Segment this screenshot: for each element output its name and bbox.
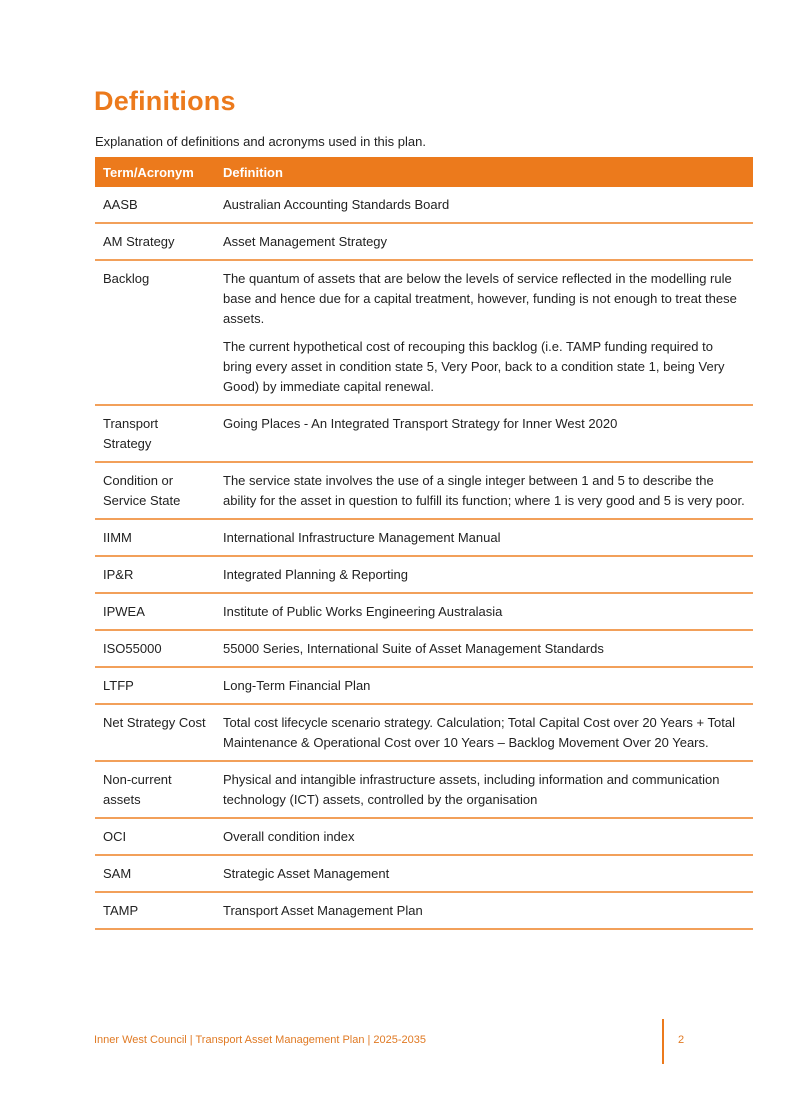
page-title: Definitions: [94, 86, 236, 116]
definition-paragraph: The quantum of assets that are below the levels of service reflected in the modelling rule base and hence due for a capital treatment, however, funding is not enough to treat these assets.: [223, 271, 737, 326]
term-cell: TAMP: [95, 892, 215, 929]
term-cell: LTFP: [95, 667, 215, 704]
table-row: [95, 761, 753, 818]
table-row: [95, 260, 753, 405]
header-row: [95, 157, 753, 187]
term-cell: AASB: [95, 187, 215, 223]
definition-cell: [215, 462, 753, 519]
term-cell: Condition or Service State: [95, 462, 215, 519]
definition-paragraph: Strategic Asset Management: [223, 866, 390, 881]
table-row: [95, 405, 753, 462]
table-row: [95, 593, 753, 630]
definition-paragraph: Total cost lifecycle scenario strategy. Calculation; Total Capital Cost over 20 Years + Total Maintenance & Operational Cost over 10 Years – Backlog Movement Over 20 Years.: [223, 715, 735, 750]
definition-cell: [215, 556, 753, 593]
definition-paragraph: Integrated Planning & Reporting: [223, 567, 409, 582]
table-header: [95, 157, 753, 187]
definition-paragraph: Long-Term Financial Plan: [223, 678, 371, 693]
definition-cell: [215, 405, 753, 462]
term-cell: OCI: [95, 818, 215, 855]
definition-paragraph: Going Places - An Integrated Transport Strategy for Inner West 2020: [223, 416, 618, 431]
definition-cell: [215, 892, 753, 929]
definition-cell: [215, 704, 753, 761]
table-row: [95, 223, 753, 260]
footer-document-title: Inner West Council | Transport Asset Management Plan | 2025-2035: [94, 1034, 427, 1046]
table-row: [95, 556, 753, 593]
definition-cell: [215, 761, 753, 818]
footer-divider: [662, 1019, 664, 1064]
term-cell: Transport Strategy: [95, 405, 215, 462]
definition-paragraph: Overall condition index: [223, 829, 355, 844]
page-number: 2: [678, 1034, 685, 1046]
definition-paragraph: Institute of Public Works Engineering Australasia: [223, 604, 503, 619]
term-cell: IPWEA: [95, 593, 215, 630]
definition-paragraph: 55000 Series, International Suite of Asset Management Standards: [223, 641, 604, 656]
table-row: [95, 667, 753, 704]
table-row: [95, 462, 753, 519]
definition-cell: [215, 519, 753, 556]
definition-paragraph: The service state involves the use of a single integer between 1 and 5 to describe the ability for the asset in question to fulfill its function; where 1 is very good and 5 is very poor.: [223, 473, 745, 508]
intro-text: Explanation of definitions and acronyms used in this plan.: [95, 134, 426, 149]
table-row: [95, 855, 753, 892]
term-cell: AM Strategy: [95, 223, 215, 260]
table-row: [95, 704, 753, 761]
definitions-table: [95, 157, 753, 930]
definition-paragraph: Asset Management Strategy: [223, 234, 388, 249]
definition-cell: [215, 667, 753, 704]
term-cell: IP&R: [95, 556, 215, 593]
definition-cell: [215, 855, 753, 892]
term-cell: Non-current assets: [95, 761, 215, 818]
table-body: [95, 187, 753, 929]
definition-paragraph: International Infrastructure Management Manual: [223, 530, 501, 545]
definition-cell: [215, 630, 753, 667]
definition-paragraph: Australian Accounting Standards Board: [223, 197, 450, 212]
table-row: [95, 187, 753, 223]
definition-paragraph: Physical and intangible infrastructure assets, including information and communication technology (ICT) assets, controlled by the organisation: [223, 772, 720, 807]
definition-paragraph: The current hypothetical cost of recouping this backlog (i.e. TAMP funding required to bring every asset in condition state 5, Very Poor, back to a condition state 1, being Very Good) by immediate capital renewal.: [223, 339, 725, 394]
header-term: Term/Acronym: [95, 157, 215, 187]
definition-cell: [215, 260, 753, 405]
table-row: [95, 630, 753, 667]
table-row: [95, 892, 753, 929]
term-cell: Backlog: [95, 260, 215, 405]
definition-cell: [215, 223, 753, 260]
term-cell: Net Strategy Cost: [95, 704, 215, 761]
term-cell: SAM: [95, 855, 215, 892]
table-row: [95, 818, 753, 855]
header-definition: Definition: [215, 157, 753, 187]
term-cell: IIMM: [95, 519, 215, 556]
term-cell: ISO55000: [95, 630, 215, 667]
table-row: [95, 519, 753, 556]
definition-cell: [215, 187, 753, 223]
definition-cell: [215, 818, 753, 855]
definition-cell: [215, 593, 753, 630]
definition-paragraph: Transport Asset Management Plan: [223, 903, 423, 918]
